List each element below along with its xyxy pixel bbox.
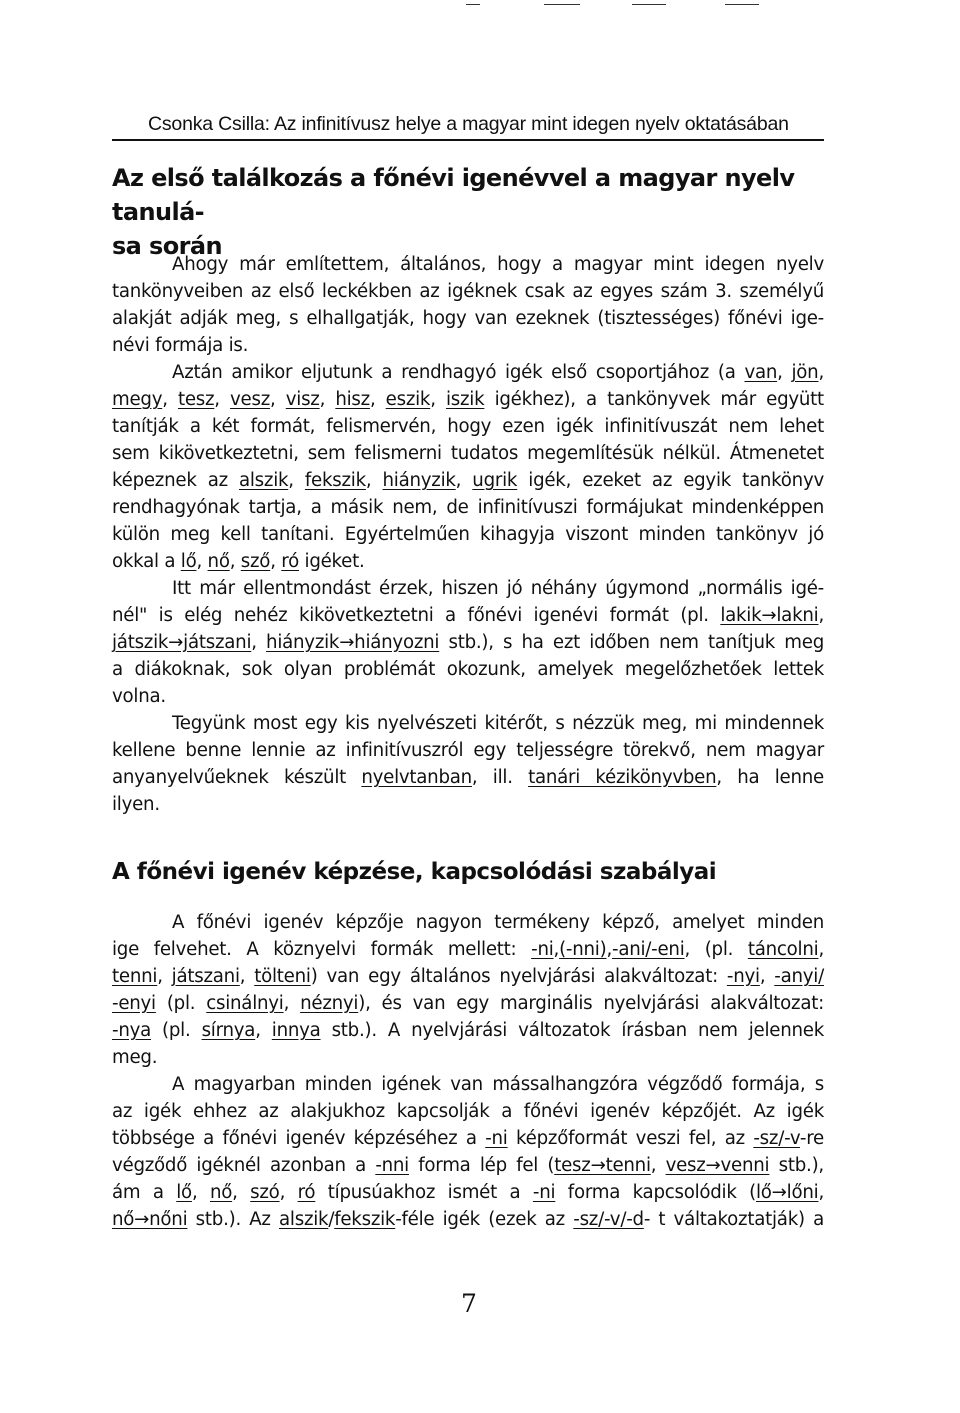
scan-mark [632,4,666,5]
text-line: -nya (pl. sírnya, innya stb.). A nyelvjárási változatok írásban nem jelennek [112,1020,824,1041]
text-line: sem kikövetkeztetni, sem felismerni tudatos megemlítésük nélkül. Átmenetet [112,443,824,464]
text-line: Aztán amikor eljutunk a rendhagyó igék első csoportjához (a van, jön, [172,362,824,383]
text-line: Tegyünk most egy kis nyelvészeti kitérőt, s nézzük meg, mi mindennek [172,713,824,734]
text-line: ige felvehet. A köznyelvi formák mellett: -ni,(-nni),-ani/-eni, (pl. táncolni, [112,939,824,960]
running-header: Csonka Csilla: Az infinitívusz helye a magyar mint idegen nyelv oktatásában [148,113,789,135]
heading-line: Az első találkozás a főnévi igenévvel a magyar nyelv tanulá- [112,164,795,226]
text-line: többsége a főnévi igenév képzéséhez a -ni képzőformát veszi fel, az -sz/-v-re [112,1128,825,1149]
text-line: tenni, játszani, tölteni) van egy általános nyelvjárási alakváltozat: -nyi, -anyi/ [112,966,824,987]
text-line: névi formája is. [112,335,249,356]
text-line: meg. [112,1047,158,1068]
text-line: tankönyveiben az első leckékben az igéknek csak az egyes szám 3. személyű [112,281,824,302]
scan-mark [544,4,580,5]
text-line: tanítják a két formát, felismervén, hogy ezen igék infinitívuszát nem lehet [112,416,824,437]
text-line: -enyi (pl. csinálnyi, néznyi), és van egy marginális nyelvjárási alakváltozat: [112,993,824,1014]
text-line: képeznek az alszik, fekszik, hiányzik, ugrik igék, ezeket az egyik tankönyv [112,470,824,491]
text-line: volna. [112,686,166,707]
section-heading-first-encounter [112,161,824,263]
text-line: külön meg kell tanítani. Egyértelműen kihagyja viszont minden tankönyv jó [112,524,824,545]
text-line: végződő igéknél azonban a -nni forma lép fel (tesz→tenni, vesz→venni stb.), [112,1155,824,1176]
text-line: nő→nőni stb.). Az alszik/fekszik-féle igék (ezek az -sz/-v/-d- t váltakoztatják) a [112,1209,824,1230]
text-line: ám a lő, nő, szó, ró típusúakhoz ismét a -ni forma kapcsolódik (lő→lőni, [112,1182,824,1203]
text-line: kellene benne lennie az infinitívuszról egy teljességre törekvő, nem magyar [112,740,824,761]
text-line: a diákoknak, sok olyan problémát okozunk, amelyek megelőzhetőek lettek [112,659,824,680]
heading-line: sa során [112,232,222,260]
text-line: A főnévi igenév képzője nagyon termékeny képző, amelyet minden [172,912,824,933]
text-line: okkal a lő, nő, sző, ró igéket. [112,551,365,572]
text-line: megy, tesz, vesz, visz, hisz, eszik, iszik igékhez), a tankönyvek már együtt [112,389,824,410]
page-number: 7 [461,1289,477,1318]
scan-mark [466,4,480,5]
section-heading-formation: A főnévi igenév képzése, kapcsolódási szabályai [112,859,717,885]
scan-mark [725,4,759,5]
header-rule [112,139,824,141]
text-line: A magyarban minden igének van mássalhangzóra végződő formája, s [172,1074,824,1095]
text-line: nél" is elég nehéz kikövetkeztetni a főnévi igenévi formát (pl. lakik→lakni, [112,605,824,626]
text-line: az igék ehhez az alakjukhoz kapcsolják a főnévi igenév képzőjét. Az igék [112,1101,824,1122]
text-line: Itt már ellentmondást érzek, hiszen jó néhány úgymond „normális igé- [172,578,824,599]
text-line: anyanyelvűeknek készült nyelvtanban, ill. tanári kézikönyvben, ha lenne [112,767,824,788]
text-line: játszik→játszani, hiányzik→hiányozni stb.), s ha ezt időben nem tanítjuk meg [112,632,824,653]
text-line: Ahogy már említettem, általános, hogy a magyar mint idegen nyelv [172,254,824,275]
text-line: rendhagyónak tartja, a másik nem, de infinitívuszi formájukat mindenképpen [112,497,824,518]
text-line: alakját adják meg, s elhallgatják, hogy van ezeknek (tisztességes) főnévi ige- [112,308,824,329]
text-line: ilyen. [112,794,160,815]
